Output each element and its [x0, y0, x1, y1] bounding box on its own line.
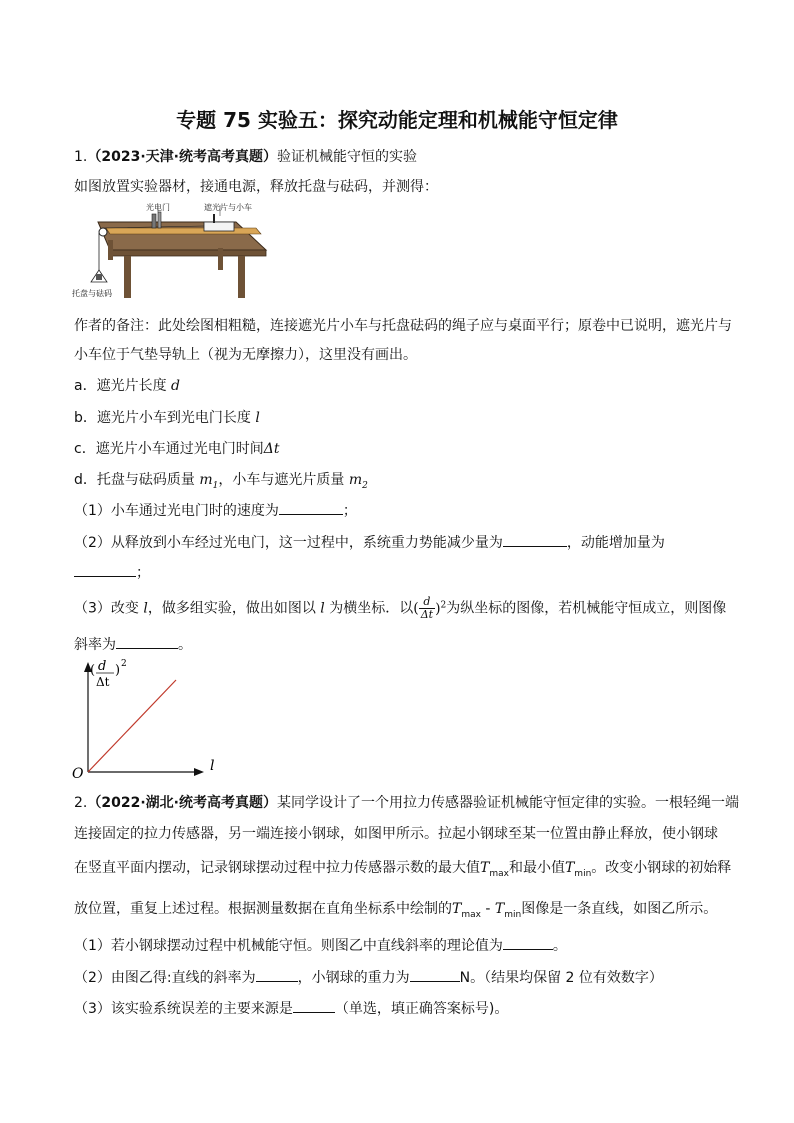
q2-sub3-text: （3）该实验系统误差的主要来源是	[74, 1001, 293, 1017]
q1-apparatus-figure	[72, 200, 272, 302]
y-label-exp: 2	[121, 659, 127, 669]
q2-line3-text2: 和最小值	[508, 860, 565, 876]
q2-dash: -	[480, 901, 495, 917]
q1-item-c-text: c．遮光片小车通过光电门时间	[74, 441, 264, 457]
q1-item-b-var: l	[255, 410, 260, 426]
q1-sub2-text: （2）从释放到小车经过光电门，这一过程中，系统重力势能减少量为	[74, 535, 503, 551]
q1-item-b	[74, 407, 260, 427]
q2-tmin2-t: T	[494, 901, 505, 917]
q2-line1: 某同学设计了一个用拉力传感器验证机械能守恒定律的实验。一根轻绳一端	[276, 795, 739, 811]
q2-tmax2-sub: max	[461, 909, 481, 920]
q1-m1-sub: 1	[212, 480, 219, 491]
q1-sub3: （3）改变 l，做多组实验，做出如图以 l 为横坐标．以( $\frac{d}{\Delta t}$ )$^2$为纵坐标的图像，若机械能守恒成立，则图像	[74, 595, 727, 621]
q1-item-d-text2: ，小车与遮光片质量	[218, 472, 349, 488]
q1-m2-sub: 2	[362, 480, 368, 491]
q1-header	[74, 146, 417, 166]
tray-label: 托盘与砝码	[72, 289, 112, 298]
q2-sub2-text2: ，小钢球的重力为	[297, 970, 410, 986]
q1-graph	[70, 656, 230, 780]
q2-sub3-text2: （单选，填正确答案标号)。	[334, 1001, 509, 1017]
q2-number: 2.	[74, 795, 88, 811]
q1-sub2-end: ；	[136, 565, 150, 581]
x-label: l	[210, 758, 215, 774]
q1-sub1-end: ；	[342, 503, 357, 519]
cart-label: 遮光片与小车	[204, 203, 252, 212]
q2-line4-text2: 图像是一条直线，如图乙所示。	[521, 901, 718, 917]
q1-item-a-var: d	[171, 378, 180, 394]
origin-label: O	[72, 766, 84, 782]
q1-sub1-text: （1）小车通过光电门时的速度为	[74, 503, 279, 519]
q1-header-text: 验证机械能守恒的实验	[276, 149, 417, 165]
q2-sub1-end: 。	[552, 938, 567, 954]
q1-sub2-blank2[interactable]	[74, 562, 136, 577]
y-label-rparen: )	[115, 663, 121, 678]
q2-tmin-sub: min	[574, 868, 592, 879]
q1-sub3-text2: ，做多组实验，做出如图以	[147, 600, 321, 617]
q2-sub1-text: （1）若小钢球摆动过程中机械能守恒。则图乙中直线斜率的理论值为	[74, 938, 503, 954]
q1-intro: 如图放置实验器材，接通电源，释放托盘与砝码，并测得：	[74, 179, 438, 195]
graph-line	[88, 680, 176, 772]
y-label-num: d	[98, 659, 107, 674]
q2-tmax-sub: max	[489, 868, 509, 879]
q1-sub3-text4: 为纵坐标的图像，若机械能守恒成立，则图像	[446, 600, 727, 617]
q1-sub2	[74, 532, 665, 552]
q1-note-line1: 作者的备注：此处绘图相粗糙，连接遮光片小车与托盘砝码的绳子应与桌面平行；原卷中已说明，遮光片与	[74, 318, 732, 334]
y-label-lparen: (	[90, 663, 96, 678]
q1-sub1-blank[interactable]	[279, 500, 343, 515]
q2-sub2-blank1[interactable]	[256, 967, 298, 982]
q1-sub1	[74, 500, 357, 520]
q1-sub3-cont	[74, 634, 192, 654]
q1-m2: m	[348, 472, 363, 488]
q1-source: （2023·天津·统考高考真题）	[87, 149, 277, 165]
q1-item-d	[74, 469, 368, 491]
q1-sub3-text3: 为横坐标．以	[324, 600, 414, 617]
q2-sub2	[74, 967, 663, 987]
q2-sub3-blank[interactable]	[293, 998, 335, 1013]
q2-tmin-t: T	[564, 860, 575, 876]
q2-tmax-t: T	[480, 860, 490, 876]
q1-fraction	[419, 596, 435, 621]
q1-sub3-text5: 斜率为	[74, 637, 116, 653]
q1-sub3-text: （3）改变	[74, 600, 144, 617]
q1-sub3-l: l	[143, 600, 148, 617]
page-title: 专题 75 实验五：探究动能定理和机械能守恒定律	[176, 108, 618, 132]
q1-frac-den: Δt	[420, 608, 434, 621]
q2-header	[74, 792, 739, 812]
q1-item-c-var: Δt	[263, 441, 280, 457]
x-axis-arrow-icon	[194, 768, 204, 776]
y-label-den: Δt	[96, 675, 110, 689]
q1-sub2-text2: ，动能增加量为	[566, 535, 665, 551]
q2-line2: 连接固定的拉力传感器，另一端连接小钢球，如图甲所示。拉起小钢球至某一位置由静止释放，使小钢球	[74, 826, 718, 842]
q2-sub2-text: （2）由图乙得:直线的斜率为	[74, 970, 256, 986]
q2-sub2-text3: N。（结果均保留 2 位有效数字）	[459, 970, 663, 986]
q1-note-line2: 小车位于气垫导轨上（视为无摩擦力），这里没有画出。	[74, 347, 417, 363]
q1-sub2-cont	[74, 562, 150, 582]
q2-source: （2022·湖北·统考高考真题）	[87, 795, 277, 811]
q1-item-a	[74, 375, 180, 395]
q1-item-a-text: a．遮光片长度	[74, 378, 172, 394]
photogate-label: 光电门	[146, 203, 170, 212]
q1-item-d-text1: d．托盘与砝码质量	[74, 472, 200, 488]
q2-line4-text: 放位置，重复上述过程。根据测量数据在直角坐标系中绘制的	[74, 901, 452, 917]
q2-sub1	[74, 935, 567, 955]
q1-item-c	[74, 438, 279, 458]
q1-sub3-blank[interactable]	[116, 634, 178, 649]
q2-sub3	[74, 998, 508, 1018]
q1-item-b-text: b．遮光片小车到光电门长度	[74, 410, 256, 426]
q2-line3	[74, 857, 731, 879]
q2-tmin2-sub: min	[504, 909, 522, 920]
q1-frac-num: d	[419, 596, 435, 609]
q1-sub3-end: 。	[178, 637, 192, 653]
q2-line3-text3: 。改变小钢球的初始释	[591, 860, 732, 876]
q1-sub3-l2: l	[320, 600, 325, 617]
q2-sub1-blank[interactable]	[503, 935, 553, 950]
q2-line3-text: 在竖直平面内摆动，记录钢球摆动过程中拉力传感器示数的最大值	[74, 860, 480, 876]
q2-sub2-blank2[interactable]	[410, 967, 460, 982]
q2-tmax2-t: T	[452, 901, 462, 917]
q1-sub2-blank1[interactable]	[503, 532, 567, 547]
q1-number: 1.	[74, 149, 88, 165]
q2-line4	[74, 898, 717, 920]
q1-m1: m	[199, 472, 213, 488]
